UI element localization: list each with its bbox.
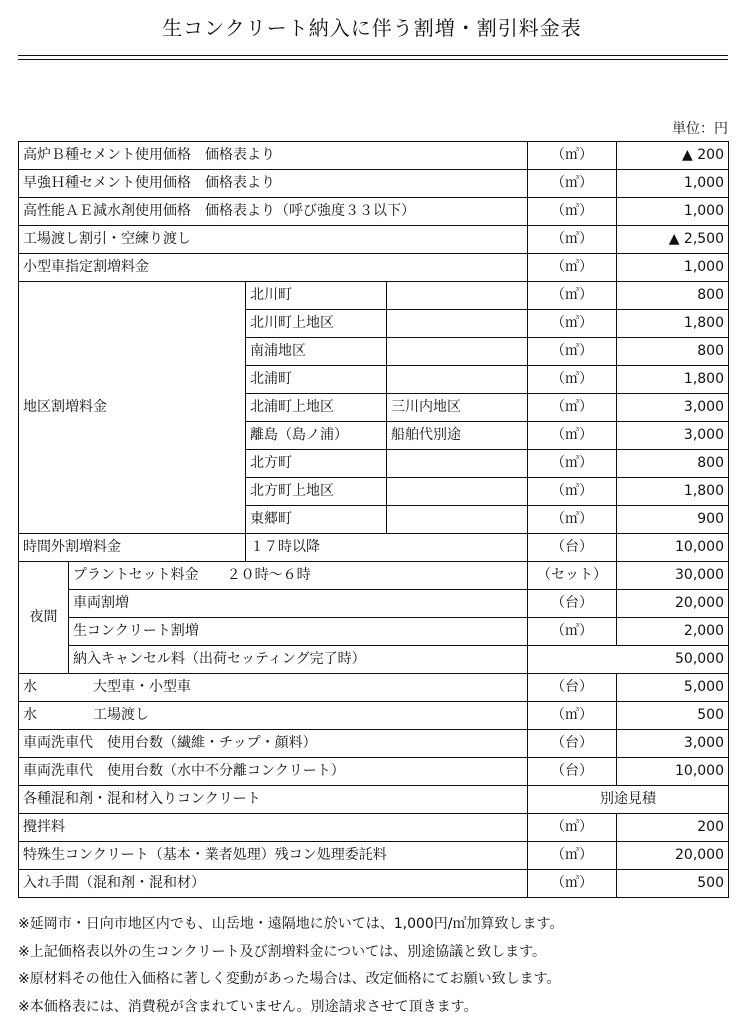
- table-row: [19, 842, 729, 870]
- special-value: 別途見積: [528, 786, 729, 814]
- page-title: 生コンクリート納入に伴う割増・割引料金表: [162, 16, 582, 40]
- item-label: 車両洗車代 使用台数（水中不分離コンクリート）: [19, 758, 528, 786]
- item-unit: （㎥）: [528, 142, 617, 170]
- item-price: ▲ 2,500: [617, 226, 729, 254]
- item-price: 900: [617, 506, 729, 534]
- item-label: 水 大型車・小型車: [19, 674, 528, 702]
- item-price: 800: [617, 450, 729, 478]
- item-price: 10,000: [617, 534, 729, 562]
- district-area: 北方町: [246, 450, 387, 478]
- item-price: 3,000: [617, 422, 729, 450]
- item-label: 高炉Ｂ種セメント使用価格 価格表より: [19, 142, 528, 170]
- item-unit: （㎥）: [528, 310, 617, 338]
- district-note: [387, 478, 528, 506]
- item-price: 3,000: [617, 394, 729, 422]
- title-rule-top: [18, 55, 728, 56]
- district-note: [387, 506, 528, 534]
- district-note: [387, 310, 528, 338]
- item-unit: （台）: [528, 590, 617, 618]
- district-area: 離島（島ノ浦）: [246, 422, 387, 450]
- item-unit: （㎥）: [528, 870, 617, 898]
- item-price: 1,800: [617, 310, 729, 338]
- district-note: [387, 450, 528, 478]
- item-label: 特殊生コンクリート（基本・業者処理）残コン処理委託料: [19, 842, 528, 870]
- night-cancel-label: 納入キャンセル料（出荷セッティング完了時）: [69, 646, 528, 674]
- item-unit: （㎥）: [528, 394, 617, 422]
- item-unit: （㎥）: [528, 618, 617, 646]
- item-label: 工場渡し割引・空練り渡し: [19, 226, 528, 254]
- table-row: [19, 814, 729, 842]
- item-price: 200: [617, 814, 729, 842]
- item-unit: （台）: [528, 758, 617, 786]
- item-price: ▲ 200: [617, 142, 729, 170]
- night-label: 夜間: [19, 562, 69, 674]
- special-label: 各種混和剤・混和材入りコンクリート: [19, 786, 528, 814]
- item-price: 20,000: [617, 842, 729, 870]
- night-item-label: 生コンクリート割増: [69, 618, 528, 646]
- item-label: 早強Ｈ種セメント使用価格 価格表より: [19, 170, 528, 198]
- district-area: 北方町上地区: [246, 478, 387, 506]
- note-line: ※原材料その他仕入価格に著しく変動があった場合は、改定価格にてお願い致します。: [18, 971, 561, 987]
- item-unit: （㎥）: [528, 506, 617, 534]
- table-row: [19, 198, 729, 226]
- table-row: [19, 282, 729, 310]
- item-price: 1,000: [617, 170, 729, 198]
- item-unit: （㎥）: [528, 226, 617, 254]
- item-price: 1,800: [617, 366, 729, 394]
- item-price: 1,800: [617, 478, 729, 506]
- item-label: 入れ手間（混和剤・混和材）: [19, 870, 528, 898]
- district-note: [387, 366, 528, 394]
- item-label: 水 工場渡し: [19, 702, 528, 730]
- item-price: 30,000: [617, 562, 729, 590]
- item-unit: （㎥）: [528, 702, 617, 730]
- item-unit: （台）: [528, 730, 617, 758]
- district-area: 北浦町: [246, 366, 387, 394]
- item-unit: （㎥）: [528, 450, 617, 478]
- item-unit: （㎥）: [528, 198, 617, 226]
- item-price: 500: [617, 870, 729, 898]
- table-row: [19, 226, 729, 254]
- item-unit: （㎥）: [528, 478, 617, 506]
- item-price: 1,000: [617, 198, 729, 226]
- district-area: 北川町: [246, 282, 387, 310]
- item-unit: （㎥）: [528, 170, 617, 198]
- district-area: 南浦地区: [246, 338, 387, 366]
- item-price: 10,000: [617, 758, 729, 786]
- table-row: [19, 142, 729, 170]
- district-area: 東郷町: [246, 506, 387, 534]
- table-row: [19, 758, 729, 786]
- item-unit: （㎥）: [528, 338, 617, 366]
- price-table: [18, 141, 729, 898]
- note-line: ※上記価格表以外の生コンクリート及び割増料金については、別途協議と致します。: [18, 943, 547, 960]
- district-area: 北川町上地区: [246, 310, 387, 338]
- notes: [18, 911, 563, 1021]
- table-row: [19, 674, 729, 702]
- item-unit: （台）: [528, 534, 617, 562]
- district-area: 北浦町上地区: [246, 394, 387, 422]
- table-row: [19, 590, 729, 618]
- table-row: [19, 254, 729, 282]
- district-note: [387, 338, 528, 366]
- table-row: [19, 170, 729, 198]
- item-price: 2,000: [617, 618, 729, 646]
- table-row: [19, 534, 729, 562]
- night-item-label: 車両割増: [69, 590, 528, 618]
- item-unit: （㎥）: [528, 422, 617, 450]
- unit-label: 単位：円: [672, 121, 728, 137]
- district-label: 地区割増料金: [19, 282, 246, 534]
- item-label: 高性能ＡＥ減水剤使用価格 価格表より（呼び強度３３以下）: [19, 198, 528, 226]
- item-unit: （㎥）: [528, 282, 617, 310]
- night-cancel-price: 50,000: [528, 646, 729, 674]
- item-unit: （㎥）: [528, 254, 617, 282]
- item-price: 500: [617, 702, 729, 730]
- item-price: 20,000: [617, 590, 729, 618]
- item-label: 小型車指定割増料金: [19, 254, 528, 282]
- note-line: ※本価格表には、消費税が含まれていません。別途請求させて頂きます。: [18, 998, 478, 1015]
- table-row: [19, 562, 729, 590]
- district-note: 船舶代別途: [387, 422, 528, 450]
- night-item-label: プラントセット料金 ２０時～６時: [69, 562, 528, 590]
- title-rule-bottom: [18, 59, 728, 60]
- overtime-label: 時間外割増料金: [19, 534, 246, 562]
- table-row: [19, 870, 729, 898]
- item-price: 800: [617, 338, 729, 366]
- district-note: [387, 282, 528, 310]
- item-price: 5,000: [617, 674, 729, 702]
- item-price: 3,000: [617, 730, 729, 758]
- item-price: 1,000: [617, 254, 729, 282]
- item-label: 攪拌料: [19, 814, 528, 842]
- table-row: [19, 702, 729, 730]
- item-unit: （㎥）: [528, 814, 617, 842]
- note-line: ※延岡市・日向市地区内でも、山岳地・遠隔地に於いては、1,000円/㎥加算致します。: [18, 916, 564, 932]
- item-unit: （㎥）: [528, 366, 617, 394]
- item-label: 車両洗車代 使用台数（繊維・チップ・顔料）: [19, 730, 528, 758]
- item-unit: （台）: [528, 674, 617, 702]
- item-price: 800: [617, 282, 729, 310]
- overtime-note: １７時以降: [246, 534, 528, 562]
- table-row: [19, 786, 729, 814]
- table-row: [19, 618, 729, 646]
- item-unit: （㎥）: [528, 842, 617, 870]
- item-unit: （セット）: [528, 562, 617, 590]
- table-row: [19, 730, 729, 758]
- table-row: [19, 646, 729, 674]
- district-note: 三川内地区: [387, 394, 528, 422]
